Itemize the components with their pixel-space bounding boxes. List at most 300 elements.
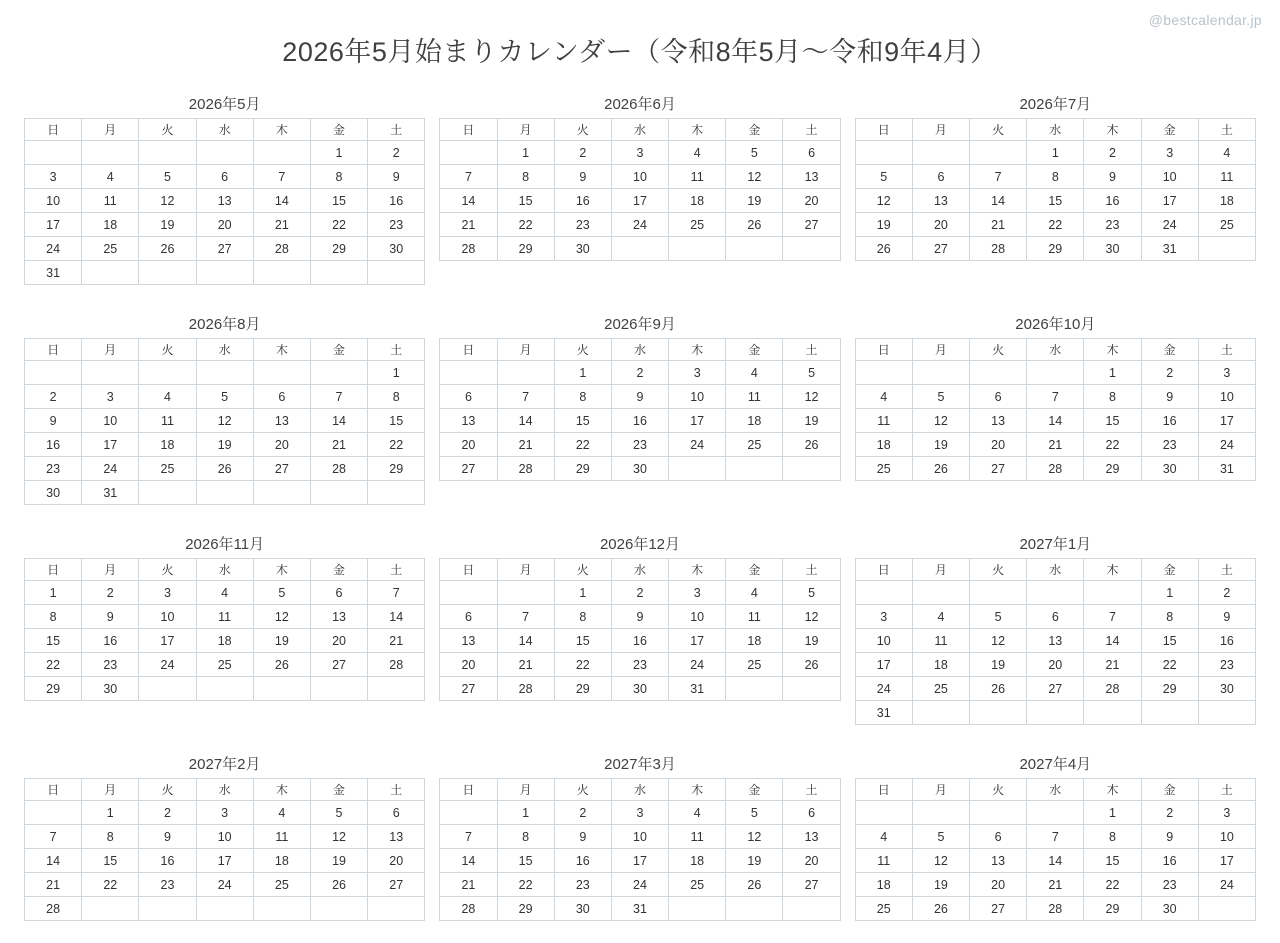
day-cell[interactable]: 8: [1141, 605, 1198, 629]
day-cell[interactable]: 10: [611, 165, 668, 189]
day-cell[interactable]: 13: [912, 189, 969, 213]
day-cell[interactable]: 10: [196, 825, 253, 849]
day-cell[interactable]: 12: [970, 629, 1027, 653]
day-cell[interactable]: 15: [554, 629, 611, 653]
day-cell[interactable]: 9: [1198, 605, 1255, 629]
day-cell[interactable]: 2: [82, 581, 139, 605]
day-cell[interactable]: 17: [82, 433, 139, 457]
day-cell[interactable]: 20: [1027, 653, 1084, 677]
day-cell[interactable]: 10: [1198, 385, 1255, 409]
day-cell[interactable]: 10: [611, 825, 668, 849]
day-cell[interactable]: 4: [669, 801, 726, 825]
day-cell[interactable]: 30: [1084, 237, 1141, 261]
day-cell[interactable]: 28: [497, 457, 554, 481]
day-cell[interactable]: 1: [82, 801, 139, 825]
day-cell[interactable]: 2: [611, 581, 668, 605]
day-cell[interactable]: 21: [497, 653, 554, 677]
day-cell[interactable]: 17: [669, 409, 726, 433]
day-cell[interactable]: 10: [855, 629, 912, 653]
day-cell[interactable]: 9: [1141, 385, 1198, 409]
day-cell[interactable]: 21: [497, 433, 554, 457]
day-cell[interactable]: 25: [855, 457, 912, 481]
day-cell[interactable]: 2: [1198, 581, 1255, 605]
day-cell[interactable]: 9: [611, 605, 668, 629]
day-cell[interactable]: 1: [25, 581, 82, 605]
day-cell[interactable]: 28: [368, 653, 425, 677]
day-cell[interactable]: 20: [253, 433, 310, 457]
day-cell[interactable]: 16: [1141, 849, 1198, 873]
day-cell[interactable]: 13: [783, 825, 840, 849]
day-cell[interactable]: 1: [1084, 801, 1141, 825]
day-cell[interactable]: 23: [1198, 653, 1255, 677]
day-cell[interactable]: 3: [25, 165, 82, 189]
day-cell[interactable]: 12: [912, 849, 969, 873]
day-cell[interactable]: 7: [440, 825, 497, 849]
day-cell[interactable]: 15: [368, 409, 425, 433]
day-cell[interactable]: 17: [25, 213, 82, 237]
day-cell[interactable]: 16: [368, 189, 425, 213]
day-cell[interactable]: 28: [310, 457, 367, 481]
day-cell[interactable]: 8: [554, 605, 611, 629]
day-cell[interactable]: 11: [669, 165, 726, 189]
day-cell[interactable]: 27: [310, 653, 367, 677]
day-cell[interactable]: 27: [783, 213, 840, 237]
day-cell[interactable]: 2: [139, 801, 196, 825]
day-cell[interactable]: 22: [82, 873, 139, 897]
day-cell[interactable]: 4: [726, 581, 783, 605]
day-cell[interactable]: 22: [310, 213, 367, 237]
day-cell[interactable]: 1: [1084, 361, 1141, 385]
day-cell[interactable]: 14: [970, 189, 1027, 213]
day-cell[interactable]: 14: [440, 849, 497, 873]
day-cell[interactable]: 8: [25, 605, 82, 629]
day-cell[interactable]: 15: [554, 409, 611, 433]
day-cell[interactable]: 4: [139, 385, 196, 409]
day-cell[interactable]: 20: [310, 629, 367, 653]
day-cell[interactable]: 24: [1198, 873, 1255, 897]
day-cell[interactable]: 18: [253, 849, 310, 873]
day-cell[interactable]: 11: [196, 605, 253, 629]
day-cell[interactable]: 19: [310, 849, 367, 873]
day-cell[interactable]: 6: [970, 385, 1027, 409]
day-cell[interactable]: 27: [783, 873, 840, 897]
day-cell[interactable]: 18: [139, 433, 196, 457]
day-cell[interactable]: 20: [912, 213, 969, 237]
day-cell[interactable]: 28: [253, 237, 310, 261]
day-cell[interactable]: 22: [1084, 873, 1141, 897]
day-cell[interactable]: 13: [196, 189, 253, 213]
day-cell[interactable]: 21: [440, 213, 497, 237]
day-cell[interactable]: 8: [1027, 165, 1084, 189]
day-cell[interactable]: 9: [368, 165, 425, 189]
day-cell[interactable]: 7: [497, 385, 554, 409]
day-cell[interactable]: 2: [611, 361, 668, 385]
day-cell[interactable]: 6: [310, 581, 367, 605]
day-cell[interactable]: 20: [970, 433, 1027, 457]
day-cell[interactable]: 12: [783, 385, 840, 409]
day-cell[interactable]: 19: [726, 849, 783, 873]
day-cell[interactable]: 13: [253, 409, 310, 433]
day-cell[interactable]: 15: [1084, 849, 1141, 873]
day-cell[interactable]: 24: [669, 433, 726, 457]
day-cell[interactable]: 16: [139, 849, 196, 873]
day-cell[interactable]: 6: [1027, 605, 1084, 629]
day-cell[interactable]: 30: [368, 237, 425, 261]
day-cell[interactable]: 18: [726, 629, 783, 653]
day-cell[interactable]: 17: [1198, 849, 1255, 873]
day-cell[interactable]: 28: [440, 237, 497, 261]
day-cell[interactable]: 17: [611, 849, 668, 873]
day-cell[interactable]: 8: [1084, 385, 1141, 409]
day-cell[interactable]: 5: [253, 581, 310, 605]
day-cell[interactable]: 24: [196, 873, 253, 897]
day-cell[interactable]: 22: [497, 213, 554, 237]
day-cell[interactable]: 15: [25, 629, 82, 653]
day-cell[interactable]: 8: [310, 165, 367, 189]
day-cell[interactable]: 8: [368, 385, 425, 409]
day-cell[interactable]: 25: [82, 237, 139, 261]
day-cell[interactable]: 4: [855, 825, 912, 849]
day-cell[interactable]: 29: [1141, 677, 1198, 701]
day-cell[interactable]: 29: [368, 457, 425, 481]
day-cell[interactable]: 24: [25, 237, 82, 261]
day-cell[interactable]: 22: [1027, 213, 1084, 237]
day-cell[interactable]: 28: [970, 237, 1027, 261]
day-cell[interactable]: 16: [554, 849, 611, 873]
day-cell[interactable]: 12: [310, 825, 367, 849]
day-cell[interactable]: 19: [783, 629, 840, 653]
day-cell[interactable]: 9: [554, 165, 611, 189]
day-cell[interactable]: 11: [855, 849, 912, 873]
day-cell[interactable]: 2: [368, 141, 425, 165]
day-cell[interactable]: 3: [139, 581, 196, 605]
day-cell[interactable]: 25: [726, 433, 783, 457]
day-cell[interactable]: 10: [1198, 825, 1255, 849]
day-cell[interactable]: 3: [1198, 361, 1255, 385]
day-cell[interactable]: 18: [196, 629, 253, 653]
day-cell[interactable]: 23: [611, 433, 668, 457]
day-cell[interactable]: 9: [82, 605, 139, 629]
day-cell[interactable]: 26: [783, 433, 840, 457]
day-cell[interactable]: 20: [783, 849, 840, 873]
day-cell[interactable]: 28: [497, 677, 554, 701]
day-cell[interactable]: 19: [253, 629, 310, 653]
day-cell[interactable]: 19: [726, 189, 783, 213]
day-cell[interactable]: 7: [970, 165, 1027, 189]
day-cell[interactable]: 19: [970, 653, 1027, 677]
day-cell[interactable]: 12: [726, 165, 783, 189]
day-cell[interactable]: 24: [669, 653, 726, 677]
day-cell[interactable]: 31: [611, 897, 668, 921]
day-cell[interactable]: 29: [497, 897, 554, 921]
day-cell[interactable]: 16: [611, 629, 668, 653]
day-cell[interactable]: 4: [726, 361, 783, 385]
day-cell[interactable]: 21: [440, 873, 497, 897]
day-cell[interactable]: 30: [554, 897, 611, 921]
day-cell[interactable]: 15: [1141, 629, 1198, 653]
day-cell[interactable]: 3: [82, 385, 139, 409]
day-cell[interactable]: 25: [855, 897, 912, 921]
day-cell[interactable]: 26: [912, 897, 969, 921]
day-cell[interactable]: 7: [310, 385, 367, 409]
day-cell[interactable]: 22: [25, 653, 82, 677]
day-cell[interactable]: 23: [82, 653, 139, 677]
day-cell[interactable]: 27: [440, 457, 497, 481]
day-cell[interactable]: 21: [310, 433, 367, 457]
day-cell[interactable]: 9: [139, 825, 196, 849]
day-cell[interactable]: 10: [25, 189, 82, 213]
day-cell[interactable]: 13: [310, 605, 367, 629]
day-cell[interactable]: 26: [726, 873, 783, 897]
day-cell[interactable]: 28: [1027, 457, 1084, 481]
day-cell[interactable]: 9: [554, 825, 611, 849]
day-cell[interactable]: 31: [1198, 457, 1255, 481]
day-cell[interactable]: 22: [1141, 653, 1198, 677]
day-cell[interactable]: 19: [783, 409, 840, 433]
day-cell[interactable]: 27: [253, 457, 310, 481]
day-cell[interactable]: 3: [855, 605, 912, 629]
day-cell[interactable]: 6: [440, 605, 497, 629]
day-cell[interactable]: 21: [368, 629, 425, 653]
day-cell[interactable]: 27: [970, 897, 1027, 921]
day-cell[interactable]: 27: [196, 237, 253, 261]
day-cell[interactable]: 5: [196, 385, 253, 409]
day-cell[interactable]: 3: [669, 361, 726, 385]
day-cell[interactable]: 12: [139, 189, 196, 213]
day-cell[interactable]: 6: [783, 141, 840, 165]
day-cell[interactable]: 30: [1141, 897, 1198, 921]
day-cell[interactable]: 3: [196, 801, 253, 825]
day-cell[interactable]: 4: [196, 581, 253, 605]
day-cell[interactable]: 2: [554, 801, 611, 825]
day-cell[interactable]: 4: [1198, 141, 1255, 165]
day-cell[interactable]: 31: [82, 481, 139, 505]
day-cell[interactable]: 10: [139, 605, 196, 629]
day-cell[interactable]: 30: [82, 677, 139, 701]
day-cell[interactable]: 6: [912, 165, 969, 189]
day-cell[interactable]: 17: [1198, 409, 1255, 433]
day-cell[interactable]: 11: [726, 605, 783, 629]
day-cell[interactable]: 22: [1084, 433, 1141, 457]
day-cell[interactable]: 28: [1084, 677, 1141, 701]
day-cell[interactable]: 26: [139, 237, 196, 261]
day-cell[interactable]: 29: [554, 677, 611, 701]
day-cell[interactable]: 5: [970, 605, 1027, 629]
day-cell[interactable]: 1: [497, 801, 554, 825]
day-cell[interactable]: 5: [783, 581, 840, 605]
day-cell[interactable]: 21: [1084, 653, 1141, 677]
day-cell[interactable]: 1: [497, 141, 554, 165]
day-cell[interactable]: 7: [497, 605, 554, 629]
day-cell[interactable]: 31: [669, 677, 726, 701]
day-cell[interactable]: 9: [611, 385, 668, 409]
day-cell[interactable]: 15: [497, 189, 554, 213]
day-cell[interactable]: 25: [912, 677, 969, 701]
day-cell[interactable]: 18: [82, 213, 139, 237]
day-cell[interactable]: 14: [368, 605, 425, 629]
day-cell[interactable]: 26: [783, 653, 840, 677]
day-cell[interactable]: 13: [440, 409, 497, 433]
day-cell[interactable]: 16: [1141, 409, 1198, 433]
day-cell[interactable]: 27: [1027, 677, 1084, 701]
day-cell[interactable]: 7: [1027, 825, 1084, 849]
day-cell[interactable]: 3: [611, 801, 668, 825]
day-cell[interactable]: 5: [783, 361, 840, 385]
day-cell[interactable]: 24: [855, 677, 912, 701]
day-cell[interactable]: 8: [82, 825, 139, 849]
day-cell[interactable]: 17: [855, 653, 912, 677]
day-cell[interactable]: 26: [310, 873, 367, 897]
day-cell[interactable]: 29: [310, 237, 367, 261]
day-cell[interactable]: 17: [669, 629, 726, 653]
day-cell[interactable]: 7: [1084, 605, 1141, 629]
day-cell[interactable]: 3: [1198, 801, 1255, 825]
day-cell[interactable]: 23: [139, 873, 196, 897]
day-cell[interactable]: 29: [1027, 237, 1084, 261]
day-cell[interactable]: 30: [1198, 677, 1255, 701]
day-cell[interactable]: 24: [82, 457, 139, 481]
day-cell[interactable]: 12: [253, 605, 310, 629]
day-cell[interactable]: 27: [440, 677, 497, 701]
day-cell[interactable]: 12: [783, 605, 840, 629]
day-cell[interactable]: 8: [1084, 825, 1141, 849]
day-cell[interactable]: 15: [1084, 409, 1141, 433]
day-cell[interactable]: 6: [440, 385, 497, 409]
day-cell[interactable]: 29: [554, 457, 611, 481]
day-cell[interactable]: 26: [970, 677, 1027, 701]
day-cell[interactable]: 18: [855, 873, 912, 897]
day-cell[interactable]: 25: [1198, 213, 1255, 237]
day-cell[interactable]: 1: [1027, 141, 1084, 165]
day-cell[interactable]: 14: [1027, 849, 1084, 873]
day-cell[interactable]: 19: [196, 433, 253, 457]
day-cell[interactable]: 24: [139, 653, 196, 677]
day-cell[interactable]: 5: [726, 801, 783, 825]
day-cell[interactable]: 1: [1141, 581, 1198, 605]
day-cell[interactable]: 31: [855, 701, 912, 725]
day-cell[interactable]: 28: [440, 897, 497, 921]
day-cell[interactable]: 27: [368, 873, 425, 897]
day-cell[interactable]: 13: [440, 629, 497, 653]
day-cell[interactable]: 10: [669, 605, 726, 629]
day-cell[interactable]: 16: [82, 629, 139, 653]
day-cell[interactable]: 6: [196, 165, 253, 189]
day-cell[interactable]: 1: [554, 361, 611, 385]
day-cell[interactable]: 30: [25, 481, 82, 505]
day-cell[interactable]: 11: [1198, 165, 1255, 189]
day-cell[interactable]: 4: [855, 385, 912, 409]
day-cell[interactable]: 31: [25, 261, 82, 285]
day-cell[interactable]: 3: [1141, 141, 1198, 165]
day-cell[interactable]: 5: [912, 825, 969, 849]
day-cell[interactable]: 10: [669, 385, 726, 409]
day-cell[interactable]: 24: [1198, 433, 1255, 457]
day-cell[interactable]: 13: [970, 409, 1027, 433]
day-cell[interactable]: 16: [1198, 629, 1255, 653]
day-cell[interactable]: 15: [82, 849, 139, 873]
day-cell[interactable]: 6: [970, 825, 1027, 849]
day-cell[interactable]: 7: [253, 165, 310, 189]
day-cell[interactable]: 26: [855, 237, 912, 261]
day-cell[interactable]: 4: [253, 801, 310, 825]
day-cell[interactable]: 23: [611, 653, 668, 677]
day-cell[interactable]: 26: [196, 457, 253, 481]
day-cell[interactable]: 18: [855, 433, 912, 457]
day-cell[interactable]: 22: [554, 433, 611, 457]
day-cell[interactable]: 16: [611, 409, 668, 433]
day-cell[interactable]: 20: [440, 433, 497, 457]
day-cell[interactable]: 20: [970, 873, 1027, 897]
day-cell[interactable]: 23: [554, 873, 611, 897]
day-cell[interactable]: 29: [1084, 457, 1141, 481]
day-cell[interactable]: 14: [25, 849, 82, 873]
day-cell[interactable]: 11: [912, 629, 969, 653]
day-cell[interactable]: 23: [368, 213, 425, 237]
day-cell[interactable]: 2: [1141, 361, 1198, 385]
day-cell[interactable]: 24: [611, 873, 668, 897]
day-cell[interactable]: 17: [611, 189, 668, 213]
day-cell[interactable]: 8: [497, 825, 554, 849]
day-cell[interactable]: 22: [554, 653, 611, 677]
day-cell[interactable]: 18: [1198, 189, 1255, 213]
day-cell[interactable]: 30: [554, 237, 611, 261]
day-cell[interactable]: 9: [1084, 165, 1141, 189]
day-cell[interactable]: 5: [310, 801, 367, 825]
day-cell[interactable]: 23: [25, 457, 82, 481]
day-cell[interactable]: 2: [1084, 141, 1141, 165]
day-cell[interactable]: 16: [554, 189, 611, 213]
day-cell[interactable]: 5: [912, 385, 969, 409]
day-cell[interactable]: 6: [253, 385, 310, 409]
day-cell[interactable]: 21: [25, 873, 82, 897]
day-cell[interactable]: 25: [726, 653, 783, 677]
day-cell[interactable]: 23: [1084, 213, 1141, 237]
day-cell[interactable]: 11: [253, 825, 310, 849]
day-cell[interactable]: 25: [669, 873, 726, 897]
day-cell[interactable]: 18: [912, 653, 969, 677]
day-cell[interactable]: 13: [970, 849, 1027, 873]
day-cell[interactable]: 11: [139, 409, 196, 433]
day-cell[interactable]: 20: [440, 653, 497, 677]
day-cell[interactable]: 6: [368, 801, 425, 825]
day-cell[interactable]: 17: [1141, 189, 1198, 213]
day-cell[interactable]: 1: [554, 581, 611, 605]
day-cell[interactable]: 22: [497, 873, 554, 897]
day-cell[interactable]: 27: [970, 457, 1027, 481]
day-cell[interactable]: 19: [912, 433, 969, 457]
day-cell[interactable]: 14: [1027, 409, 1084, 433]
day-cell[interactable]: 2: [25, 385, 82, 409]
day-cell[interactable]: 11: [855, 409, 912, 433]
day-cell[interactable]: 5: [139, 165, 196, 189]
day-cell[interactable]: 12: [855, 189, 912, 213]
day-cell[interactable]: 29: [497, 237, 554, 261]
day-cell[interactable]: 2: [1141, 801, 1198, 825]
day-cell[interactable]: 4: [912, 605, 969, 629]
day-cell[interactable]: 26: [253, 653, 310, 677]
day-cell[interactable]: 13: [368, 825, 425, 849]
day-cell[interactable]: 11: [669, 825, 726, 849]
day-cell[interactable]: 14: [253, 189, 310, 213]
day-cell[interactable]: 13: [1027, 629, 1084, 653]
day-cell[interactable]: 15: [497, 849, 554, 873]
day-cell[interactable]: 12: [196, 409, 253, 433]
day-cell[interactable]: 9: [25, 409, 82, 433]
day-cell[interactable]: 19: [912, 873, 969, 897]
day-cell[interactable]: 16: [1084, 189, 1141, 213]
day-cell[interactable]: 6: [783, 801, 840, 825]
day-cell[interactable]: 1: [368, 361, 425, 385]
